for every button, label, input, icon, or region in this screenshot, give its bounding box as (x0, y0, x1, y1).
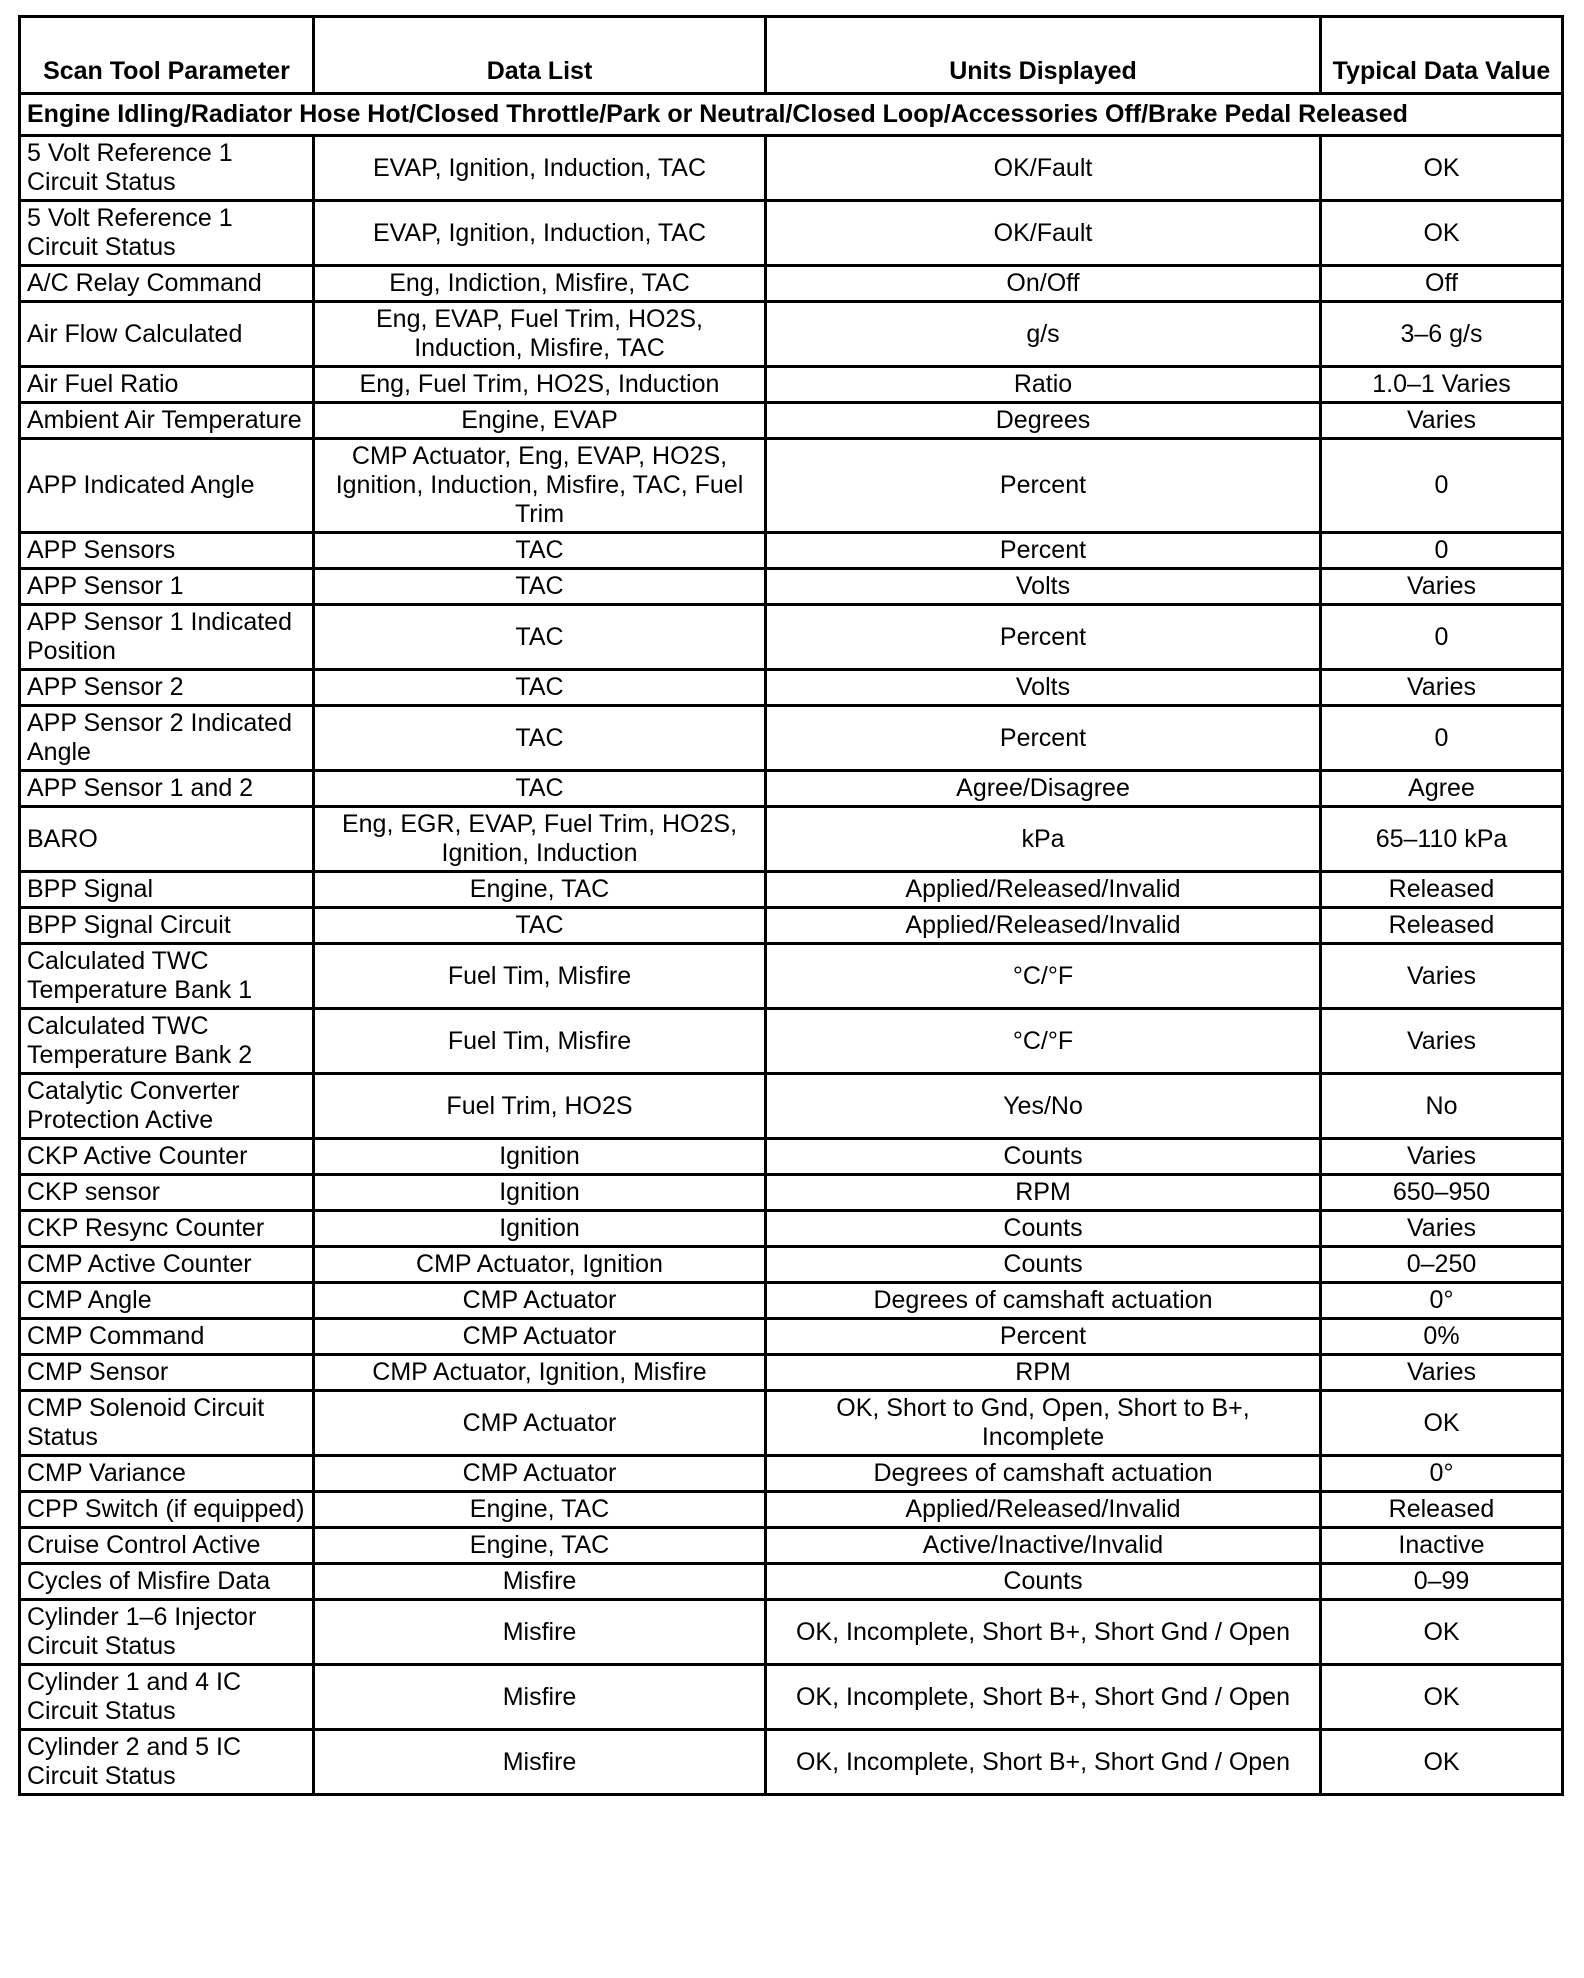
cell-units: Percent (766, 706, 1321, 771)
cell-units: Applied/Released/Invalid (766, 908, 1321, 944)
table-row (20, 1175, 1563, 1211)
cell-data-list: TAC (314, 533, 766, 569)
cell-units: kPa (766, 807, 1321, 872)
cell-units: Agree/Disagree (766, 771, 1321, 807)
cell-parameter: Calculated TWC Temperature Bank 2 (20, 1009, 314, 1074)
cell-parameter: CKP Resync Counter (20, 1211, 314, 1247)
cell-typical-value: Varies (1321, 1009, 1563, 1074)
cell-typical-value: 1.0–1 Varies (1321, 367, 1563, 403)
cell-parameter: CMP Angle (20, 1283, 314, 1319)
table-row (20, 302, 1563, 367)
cell-typical-value: Varies (1321, 1139, 1563, 1175)
table-row (20, 807, 1563, 872)
cell-units: Counts (766, 1139, 1321, 1175)
cell-units: OK/Fault (766, 201, 1321, 266)
table-row (20, 569, 1563, 605)
cell-typical-value: OK (1321, 1600, 1563, 1665)
table-row (20, 1492, 1563, 1528)
cell-parameter: CMP Solenoid Circuit Status (20, 1391, 314, 1456)
cell-data-list: Fuel Tim, Misfire (314, 944, 766, 1009)
table-row (20, 706, 1563, 771)
header-units: Units Displayed (766, 17, 1321, 94)
cell-parameter: APP Sensor 2 (20, 670, 314, 706)
header-data-list: Data List (314, 17, 766, 94)
cell-typical-value: OK (1321, 1730, 1563, 1795)
table-row (20, 1074, 1563, 1139)
cell-parameter: APP Sensor 1 and 2 (20, 771, 314, 807)
cell-typical-value: Varies (1321, 670, 1563, 706)
table-row (20, 439, 1563, 533)
cell-data-list: Ignition (314, 1139, 766, 1175)
cell-parameter: BARO (20, 807, 314, 872)
cell-typical-value: Varies (1321, 569, 1563, 605)
table-row (20, 908, 1563, 944)
table-row (20, 1009, 1563, 1074)
header-row (20, 17, 1563, 94)
table-row (20, 1283, 1563, 1319)
cell-typical-value: OK (1321, 1665, 1563, 1730)
table-row (20, 136, 1563, 201)
cell-units: RPM (766, 1355, 1321, 1391)
cell-data-list: Engine, EVAP (314, 403, 766, 439)
cell-typical-value: No (1321, 1074, 1563, 1139)
cell-data-list: TAC (314, 908, 766, 944)
cell-typical-value: Released (1321, 908, 1563, 944)
cell-parameter: 5 Volt Reference 1 Circuit Status (20, 136, 314, 201)
cell-units: Active/Inactive/Invalid (766, 1528, 1321, 1564)
cell-units: Degrees of camshaft actuation (766, 1283, 1321, 1319)
table-row (20, 533, 1563, 569)
cell-data-list: CMP Actuator (314, 1319, 766, 1355)
cell-parameter: Cylinder 1 and 4 IC Circuit Status (20, 1665, 314, 1730)
header-typical-value: Typical Data Value (1321, 17, 1563, 94)
cell-data-list: Fuel Tim, Misfire (314, 1009, 766, 1074)
cell-units: Yes/No (766, 1074, 1321, 1139)
table-row (20, 1730, 1563, 1795)
cell-typical-value: Inactive (1321, 1528, 1563, 1564)
cell-units: Counts (766, 1564, 1321, 1600)
table-row (20, 771, 1563, 807)
cell-data-list: Engine, TAC (314, 1528, 766, 1564)
cell-typical-value: 0% (1321, 1319, 1563, 1355)
table-row (20, 1391, 1563, 1456)
cell-typical-value: 650–950 (1321, 1175, 1563, 1211)
cell-typical-value: OK (1321, 201, 1563, 266)
cell-typical-value: 0 (1321, 605, 1563, 670)
cell-units: Volts (766, 569, 1321, 605)
cell-data-list: CMP Actuator (314, 1456, 766, 1492)
cell-parameter: CKP sensor (20, 1175, 314, 1211)
cell-units: OK, Short to Gnd, Open, Short to B+, Incomplete (766, 1391, 1321, 1456)
table-row (20, 670, 1563, 706)
cell-parameter: APP Sensor 1 Indicated Position (20, 605, 314, 670)
cell-typical-value: 0 (1321, 439, 1563, 533)
cell-units: OK, Incomplete, Short B+, Short Gnd / Open (766, 1600, 1321, 1665)
cell-data-list: Engine, TAC (314, 1492, 766, 1528)
cell-parameter: CMP Active Counter (20, 1247, 314, 1283)
cell-typical-value: 0 (1321, 533, 1563, 569)
cell-units: Ratio (766, 367, 1321, 403)
table-row (20, 1665, 1563, 1730)
section-title: Engine Idling/Radiator Hose Hot/Closed Throttle/Park or Neutral/Closed Loop/Accessories Off/Brake Pedal Released (20, 94, 1563, 136)
cell-data-list: Ignition (314, 1175, 766, 1211)
cell-units: Percent (766, 605, 1321, 670)
cell-units: Applied/Released/Invalid (766, 1492, 1321, 1528)
cell-data-list: TAC (314, 706, 766, 771)
cell-parameter: A/C Relay Command (20, 266, 314, 302)
section-row (20, 94, 1563, 136)
table-row (20, 872, 1563, 908)
cell-data-list: Engine, TAC (314, 872, 766, 908)
cell-typical-value: Varies (1321, 403, 1563, 439)
cell-typical-value: Released (1321, 872, 1563, 908)
cell-data-list: Ignition (314, 1211, 766, 1247)
cell-units: Counts (766, 1247, 1321, 1283)
cell-units: RPM (766, 1175, 1321, 1211)
cell-data-list: Misfire (314, 1600, 766, 1665)
cell-data-list: Fuel Trim, HO2S (314, 1074, 766, 1139)
cell-data-list: CMP Actuator, Ignition (314, 1247, 766, 1283)
cell-parameter: Cruise Control Active (20, 1528, 314, 1564)
cell-parameter: APP Sensor 2 Indicated Angle (20, 706, 314, 771)
table-row (20, 944, 1563, 1009)
cell-units: Volts (766, 670, 1321, 706)
cell-typical-value: 0–250 (1321, 1247, 1563, 1283)
cell-parameter: Calculated TWC Temperature Bank 1 (20, 944, 314, 1009)
cell-data-list: CMP Actuator, Eng, EVAP, HO2S, Ignition, Induction, Misfire, TAC, Fuel Trim (314, 439, 766, 533)
cell-units: OK, Incomplete, Short B+, Short Gnd / Open (766, 1730, 1321, 1795)
cell-parameter: Cylinder 2 and 5 IC Circuit Status (20, 1730, 314, 1795)
cell-parameter: Ambient Air Temperature (20, 403, 314, 439)
cell-typical-value: Released (1321, 1492, 1563, 1528)
cell-data-list: Eng, Fuel Trim, HO2S, Induction (314, 367, 766, 403)
cell-parameter: Cylinder 1–6 Injector Circuit Status (20, 1600, 314, 1665)
cell-data-list: TAC (314, 771, 766, 807)
cell-parameter: APP Sensor 1 (20, 569, 314, 605)
cell-typical-value: Varies (1321, 1211, 1563, 1247)
table-row (20, 1456, 1563, 1492)
cell-data-list: TAC (314, 569, 766, 605)
cell-units: Percent (766, 533, 1321, 569)
table-row (20, 1211, 1563, 1247)
table-row (20, 1319, 1563, 1355)
cell-data-list: CMP Actuator, Ignition, Misfire (314, 1355, 766, 1391)
table-row (20, 1564, 1563, 1600)
table-row (20, 367, 1563, 403)
cell-data-list: Eng, Indiction, Misfire, TAC (314, 266, 766, 302)
table-row (20, 1528, 1563, 1564)
cell-units: g/s (766, 302, 1321, 367)
cell-parameter: CMP Variance (20, 1456, 314, 1492)
table-row (20, 1247, 1563, 1283)
cell-units: OK, Incomplete, Short B+, Short Gnd / Open (766, 1665, 1321, 1730)
cell-data-list: TAC (314, 605, 766, 670)
cell-typical-value: 3–6 g/s (1321, 302, 1563, 367)
cell-data-list: Misfire (314, 1730, 766, 1795)
table-row (20, 403, 1563, 439)
table-row (20, 266, 1563, 302)
header-parameter: Scan Tool Parameter (20, 17, 314, 94)
cell-data-list: CMP Actuator (314, 1283, 766, 1319)
cell-parameter: Air Fuel Ratio (20, 367, 314, 403)
cell-parameter: CMP Sensor (20, 1355, 314, 1391)
cell-units: Degrees (766, 403, 1321, 439)
cell-data-list: EVAP, Ignition, Induction, TAC (314, 201, 766, 266)
table-row (20, 605, 1563, 670)
cell-units: Degrees of camshaft actuation (766, 1456, 1321, 1492)
cell-parameter: Air Flow Calculated (20, 302, 314, 367)
cell-data-list: TAC (314, 670, 766, 706)
cell-parameter: CPP Switch (if equipped) (20, 1492, 314, 1528)
cell-parameter: Catalytic Converter Protection Active (20, 1074, 314, 1139)
scan-tool-data-table (18, 15, 1564, 1796)
cell-units: Applied/Released/Invalid (766, 872, 1321, 908)
cell-data-list: CMP Actuator (314, 1391, 766, 1456)
cell-typical-value: OK (1321, 136, 1563, 201)
cell-parameter: CKP Active Counter (20, 1139, 314, 1175)
cell-units: Percent (766, 439, 1321, 533)
cell-parameter: APP Sensors (20, 533, 314, 569)
cell-data-list: Misfire (314, 1564, 766, 1600)
cell-typical-value: Varies (1321, 1355, 1563, 1391)
cell-parameter: 5 Volt Reference 1 Circuit Status (20, 201, 314, 266)
cell-parameter: Cycles of Misfire Data (20, 1564, 314, 1600)
cell-units: OK/Fault (766, 136, 1321, 201)
cell-data-list: Eng, EGR, EVAP, Fuel Trim, HO2S, Ignition, Induction (314, 807, 766, 872)
cell-typical-value: 65–110 kPa (1321, 807, 1563, 872)
cell-data-list: Eng, EVAP, Fuel Trim, HO2S, Induction, Misfire, TAC (314, 302, 766, 367)
table-row (20, 1600, 1563, 1665)
cell-units: °C/°F (766, 944, 1321, 1009)
cell-data-list: EVAP, Ignition, Induction, TAC (314, 136, 766, 201)
cell-units: On/Off (766, 266, 1321, 302)
cell-units: °C/°F (766, 1009, 1321, 1074)
cell-typical-value: Agree (1321, 771, 1563, 807)
cell-typical-value: 0–99 (1321, 1564, 1563, 1600)
cell-parameter: BPP Signal Circuit (20, 908, 314, 944)
table-row (20, 201, 1563, 266)
cell-parameter: BPP Signal (20, 872, 314, 908)
cell-typical-value: 0° (1321, 1456, 1563, 1492)
cell-typical-value: 0° (1321, 1283, 1563, 1319)
cell-data-list: Misfire (314, 1665, 766, 1730)
cell-typical-value: Varies (1321, 944, 1563, 1009)
cell-units: Counts (766, 1211, 1321, 1247)
cell-typical-value: Off (1321, 266, 1563, 302)
cell-parameter: CMP Command (20, 1319, 314, 1355)
cell-units: Percent (766, 1319, 1321, 1355)
cell-typical-value: 0 (1321, 706, 1563, 771)
table-row (20, 1139, 1563, 1175)
cell-typical-value: OK (1321, 1391, 1563, 1456)
table-row (20, 1355, 1563, 1391)
cell-parameter: APP Indicated Angle (20, 439, 314, 533)
